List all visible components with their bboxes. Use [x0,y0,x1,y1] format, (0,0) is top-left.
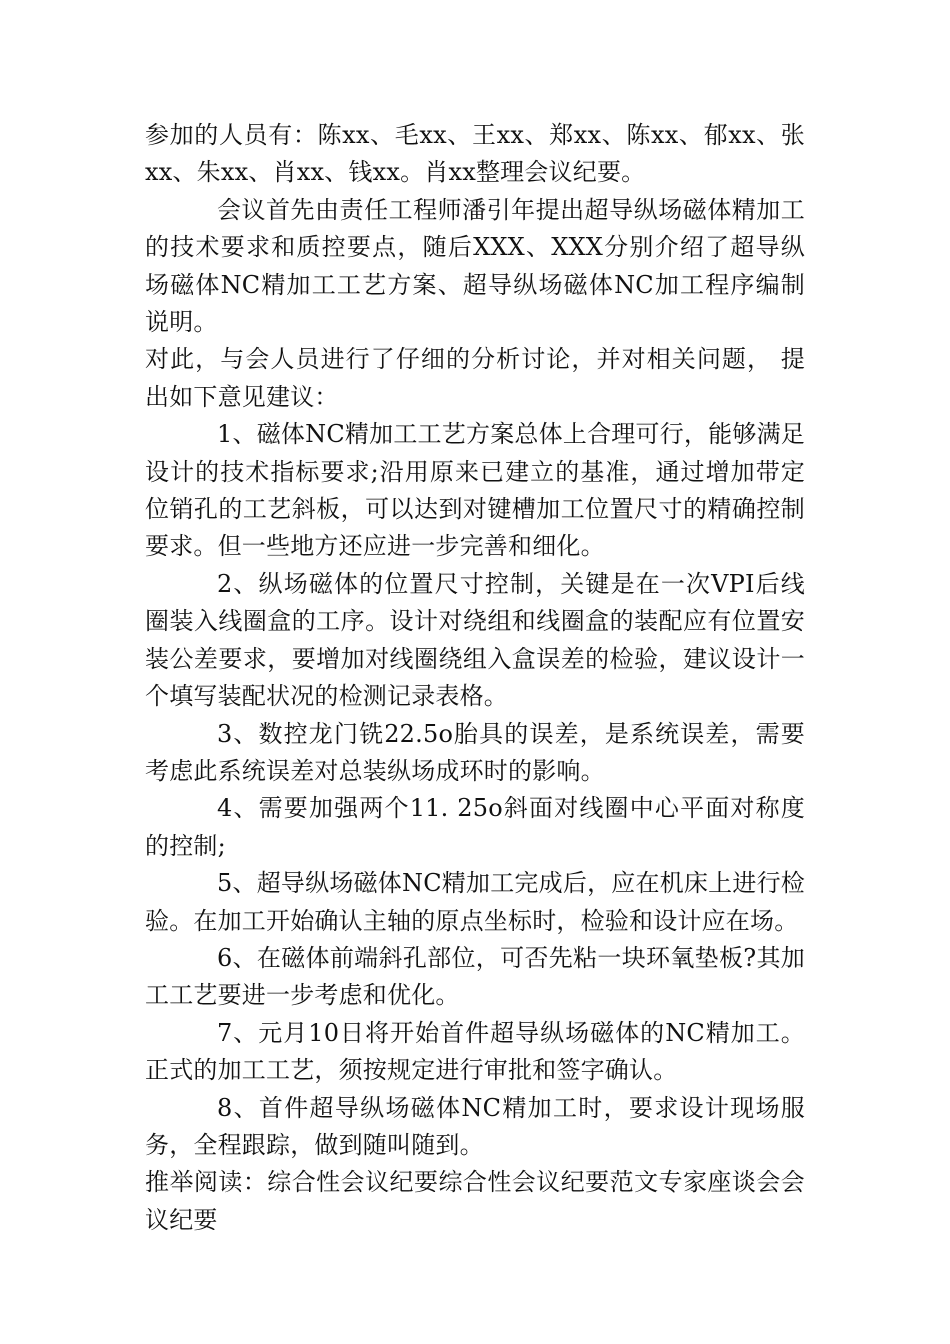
suggestion-item-4: 4、需要加强两个11. 25o斜面对线圈中心平面对称度的控制; [145,794,805,860]
suggestion-item-5: 5、超导纵场磁体NC精加工完成后，应在机床上进行检验。在加工开始确认主轴的原点坐标时，检验和设计应在场。 [145,869,805,935]
suggestion-item-8: 8、首件超导纵场磁体NC精加工时，要求设计现场服务，全程跟踪，做到随叫随到。 [145,1093,805,1159]
suggestion-item-6: 6、在磁体前端斜孔部位，可否先粘一块环氧垫板?其加工工艺要进一步考虑和优化。 [145,943,805,1010]
discussion-paragraph: 对此，与会人员进行了仔细的分析讨论，并对相关问题， 提出如下意见建议： [145,345,805,411]
suggestion-item-1: 1、磁体NC精加工工艺方案总体上合理可行，能够满足设计的技术指标要求;沿用原来已建立的基准，通过增加带定位销孔的工艺斜板，可以达到对键槽加工位置尺寸的精确控制要求。但一些地方还应进一步完善和细化。 [145,420,805,561]
attendees-paragraph: 参加的人员有：陈xx、毛xx、王xx、郑xx、陈xx、郁xx、张xx、朱xx、肖xx、钱xx。肖xx整理会议纪要。 [145,121,805,187]
recommended-reading: 推举阅读：综合性会议纪要综合性会议纪要范文专家座谈会会议纪要 [145,1168,805,1234]
document-body [145,117,805,1239]
suggestion-item-3: 3、数控龙门铣22.5o胎具的误差，是系统误差，需要考虑此系统误差对总装纵场成环时的影响。 [145,719,805,785]
suggestion-item-2: 2、纵场磁体的位置尺寸控制，关键是在一次VPI后线圈装入线圈盒的工序。设计对绕组和线圈盒的装配应有位置安装公差要求，要增加对线圈绕组入盒误差的检验，建议设计一个填写装配状况的检测记录表格。 [145,569,805,711]
meeting-intro-paragraph: 会议首先由责任工程师潘引年提出超导纵场磁体精加工的技术要求和质控要点，随后XXX、XXX分别介绍了超导纵场磁体NC精加工工艺方案、超导纵场磁体NC加工程序编制说明。 [145,195,805,337]
suggestion-item-7: 7、元月10日将开始首件超导纵场磁体的NC精加工。正式的加工工艺，须按规定进行审批和签字确认。 [145,1018,805,1085]
